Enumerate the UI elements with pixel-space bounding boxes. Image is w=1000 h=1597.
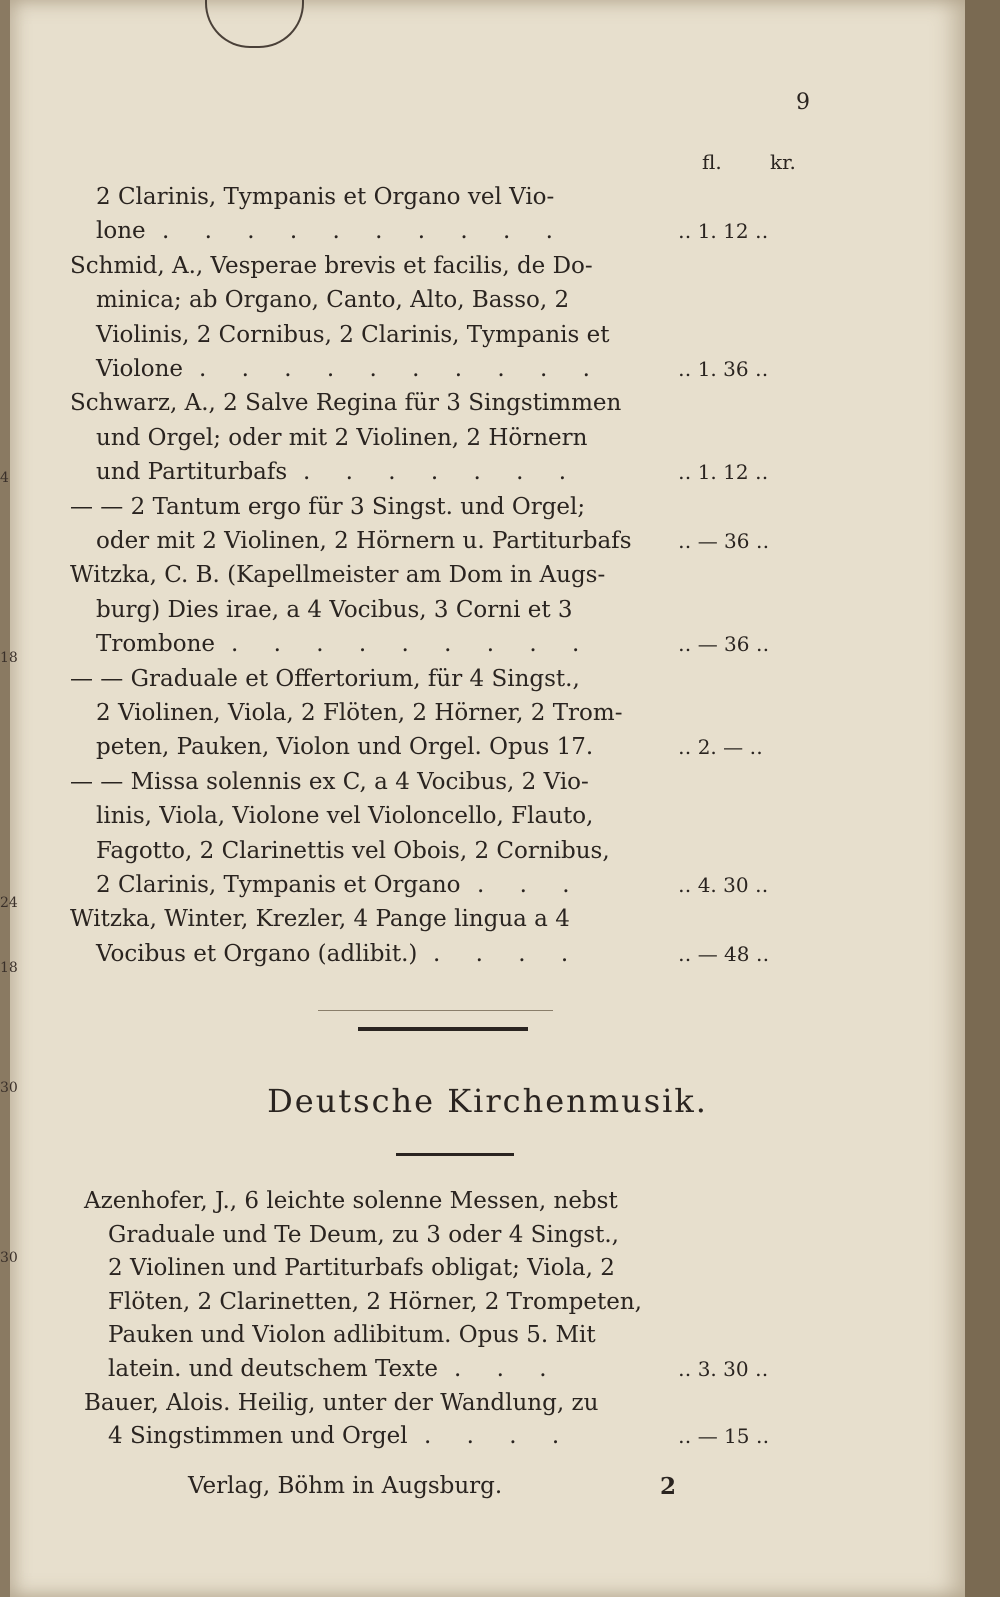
entry-text: latein. und deutschem Texte — [108, 1356, 438, 1382]
catalog-line — [0, 387, 1000, 419]
catalog-line — [0, 1387, 1000, 1419]
title-underline — [396, 1153, 514, 1156]
entry-price: ‥ 1. 36 ‥ — [678, 357, 769, 381]
entry-text: Vocibus et Organo (adlibit.) — [96, 940, 418, 967]
leader-dots: . . . . — [424, 1423, 574, 1450]
catalog-line — [0, 869, 1000, 901]
entry-text: Azenhofer, J., 6 leichte solenne Messen, nebst — [84, 1188, 618, 1214]
entry-text: Bauer, Alois. Heilig, unter der Wandlung, zu — [84, 1389, 599, 1416]
entry-text: peten, Pauken, Violon und Orgel. Opus 17. — [96, 734, 594, 761]
entry-price: ‥ — 36 ‥ — [678, 632, 770, 657]
entry-text: Schmid, A., Vesperae brevis et facilis, de Do- — [70, 252, 593, 279]
catalog-line — [0, 491, 1000, 523]
entry-text: — — Missa solennis ex C, a 4 Vocibus, 2 Vio- — [70, 768, 589, 795]
leader-dots: . . . — [454, 1356, 561, 1382]
entry-text: und Partiturbafs — [96, 459, 288, 486]
leader-dots: . . . — [477, 872, 584, 898]
margin-mark: 30 — [0, 1080, 18, 1096]
entry-price: ‥ 2. — ‥ — [678, 735, 763, 760]
entry-text: Fagotto, 2 Clarinettis vel Obois, 2 Cornibus, — [96, 837, 610, 864]
catalog-line — [0, 250, 1000, 282]
catalog-line — [0, 525, 1000, 557]
column-header-fl: fl. — [702, 150, 722, 174]
catalog-line — [0, 1319, 1000, 1351]
entry-text: 4 Singstimmen und Orgel — [108, 1423, 408, 1450]
margin-mark: 4 — [0, 470, 9, 486]
entry-text: 2 Violinen, Viola, 2 Flöten, 2 Hörner, 2 Trom- — [96, 700, 623, 726]
leader-dots: . . . . . . . . . — [231, 631, 594, 658]
section-title: Deutsche Kirchenmusik. — [267, 1082, 708, 1120]
catalog-line — [0, 594, 1000, 626]
entry-text: Schwarz, A., 2 Salve Regina für 3 Singstimmen — [70, 390, 622, 417]
catalog-line — [0, 1219, 1000, 1251]
entry-text: Violinis, 2 Cornibus, 2 Clarinis, Tympanis et — [96, 321, 610, 348]
catalog-line — [0, 284, 1000, 316]
entry-text: 2 Clarinis, Tympanis et Organo vel Vio- — [96, 184, 555, 210]
margin-mark: 30 — [0, 1250, 18, 1266]
entry-text: und Orgel; oder mit 2 Violinen, 2 Hörnern — [96, 424, 588, 451]
page-number: 9 — [796, 90, 810, 115]
catalog-line — [0, 1286, 1000, 1318]
entry-text: linis, Viola, Violone vel Violoncello, Flauto, — [96, 803, 594, 830]
catalog-line — [0, 1185, 1000, 1217]
entry-text: — — 2 Tantum ergo für 3 Singst. und Orgel; — [70, 493, 586, 520]
catalog-line — [0, 731, 1000, 763]
catalog-line — [0, 422, 1000, 454]
entry-text: Witzka, Winter, Krezler, 4 Pange lingua a 4 — [70, 906, 570, 933]
entry-price: ‥ — 15 ‥ — [678, 1424, 770, 1449]
leader-dots: . . . . — [433, 940, 583, 967]
catalog-line — [0, 938, 1000, 970]
entry-text: burg) Dies irae, a 4 Vocibus, 3 Corni et 3 — [96, 596, 573, 623]
catalog-line — [0, 319, 1000, 351]
entry-price: ‥ — 36 ‥ — [678, 529, 770, 553]
catalog-line — [0, 835, 1000, 867]
entry-text: Pauken und Violon adlibitum. Opus 5. Mit — [108, 1322, 596, 1349]
entry-text: Trombone — [96, 631, 215, 658]
margin-mark: 24 — [0, 895, 18, 911]
catalog-line — [0, 456, 1000, 488]
catalog-line — [0, 1252, 1000, 1284]
catalog-line — [0, 1353, 1000, 1385]
catalog-line — [0, 766, 1000, 798]
catalog-line — [0, 663, 1000, 695]
publisher-footer: Verlag, Böhm in Augsburg. — [188, 1473, 503, 1499]
catalog-line — [0, 903, 1000, 935]
catalog-line — [0, 800, 1000, 832]
catalog-line — [0, 697, 1000, 729]
entry-text: oder mit 2 Violinen, 2 Hörnern u. Partiturbafs — [96, 528, 632, 554]
entry-text: — — Graduale et Offertorium, für 4 Singst., — [70, 665, 580, 692]
entry-text: minica; ab Organo, Canto, Alto, Basso, 2 — [96, 287, 570, 314]
leader-dots: . . . . . . . — [303, 459, 581, 486]
column-header-kr: kr. — [770, 150, 796, 174]
entry-text: Graduale und Te Deum, zu 3 oder 4 Singst., — [108, 1221, 619, 1248]
entry-text: lone — [96, 218, 146, 245]
entry-price: ‥ 4. 30 ‥ — [678, 873, 769, 897]
sheet-signature: 2 — [660, 1473, 677, 1500]
entry-text: Flöten, 2 Clarinetten, 2 Hörner, 2 Trompeten, — [108, 1288, 642, 1315]
catalog-line — [0, 559, 1000, 591]
section-divider-thin — [318, 1010, 553, 1011]
margin-mark: 18 — [0, 960, 18, 976]
section-divider-thick — [358, 1027, 528, 1031]
entry-price: ‥ 1. 12 ‥ — [678, 460, 769, 485]
entry-text: 2 Violinen und Partiturbafs obligat; Viola, 2 — [108, 1255, 615, 1282]
catalog-line — [0, 181, 1000, 213]
entry-text: Witzka, C. B. (Kapellmeister am Dom in Augs- — [70, 562, 606, 589]
entry-price: ‥ 1. 12 ‥ — [678, 219, 769, 244]
leader-dots: . . . . . . . . . . — [162, 218, 567, 245]
leader-dots: . . . . . . . . . . — [199, 356, 604, 382]
margin-mark: 18 — [0, 650, 18, 666]
catalog-line — [0, 628, 1000, 660]
catalog-line — [0, 353, 1000, 385]
entry-price: ‥ — 48 ‥ — [678, 941, 770, 966]
entry-text: 2 Clarinis, Tympanis et Organo — [96, 872, 461, 898]
entry-text: Violone — [96, 356, 184, 382]
entry-price: ‥ 3. 30 ‥ — [678, 1357, 769, 1381]
catalog-line — [0, 1420, 1000, 1452]
catalog-line — [0, 215, 1000, 247]
